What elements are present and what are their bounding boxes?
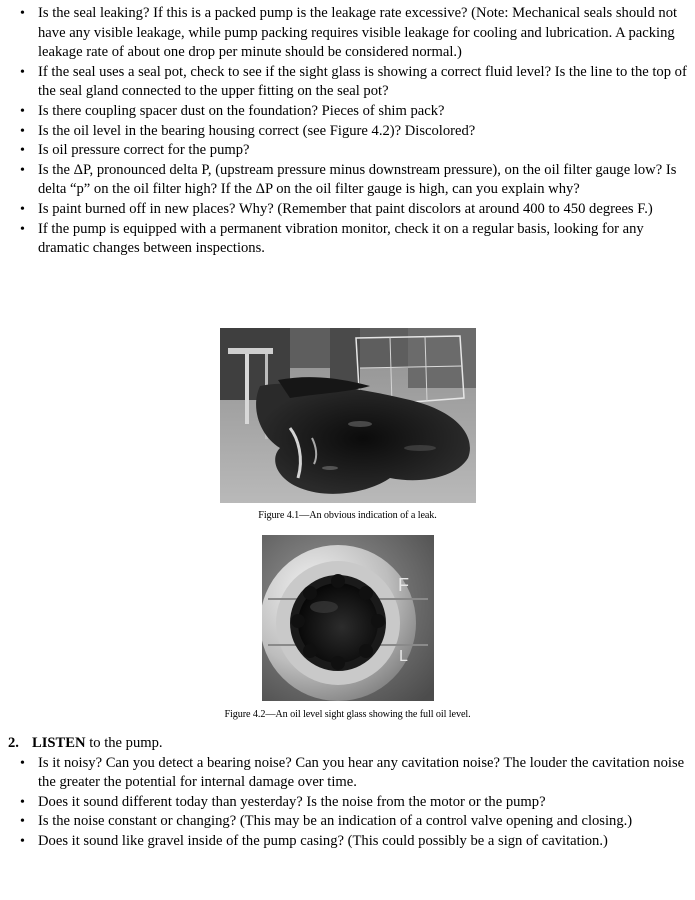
low-mark-label: L — [399, 648, 408, 665]
listen-section — [0, 734, 695, 852]
figure-caption: Figure 4.2—An oil level sight glass showing the full oil level. — [224, 709, 471, 720]
list-item: • Is oil pressure correct for the pump? — [0, 141, 695, 161]
list-item: • If the seal uses a seal pot, check to see if the sight glass is showing a correct fluid level? Is the line to the top of the seal gland connected to the upper fitting on the seal pot? — [0, 63, 695, 102]
list-item: • Is there coupling spacer dust on the foundation? Pieces of shim pack? — [0, 102, 695, 122]
section-heading-text: to the pump. — [85, 735, 163, 751]
list-item: • Is paint burned off in new places? Why? (Remember that paint discolors at around 400 to 450 degrees F.) — [0, 200, 695, 220]
list-item: • Is the seal leaking? If this is a packed pump is the leakage rate excessive? (Note: Mechanical seals should not have any visible leakage, while pump packing requires visible leakage for cooling and lubrication. A packing leakage rate of about one drop per minute should be considered normal.) — [0, 4, 695, 63]
list-item: • Is the oil level in the bearing housing correct (see Figure 4.2)? Discolored? — [0, 122, 695, 142]
sight-glass-photo — [262, 535, 434, 701]
section-keyword: LISTEN — [32, 735, 86, 751]
list-item: • If the pump is equipped with a permanent vibration monitor, check it on a regular basis, looking for any dramatic changes between inspections. — [0, 220, 695, 259]
figure-caption: Figure 4.1—An obvious indication of a leak. — [258, 510, 437, 521]
list-item: • Is the ΔP, pronounced delta P, (upstream pressure minus downstream pressure), on the oil filter gauge low? Is delta “p” on the oil filter high? If the ΔP on the oil filter gauge is high, can you explain why? — [0, 161, 695, 200]
full-mark-label: F — [398, 575, 409, 595]
section-heading — [0, 734, 695, 754]
list-item: • Does it sound like gravel inside of the pump casing? (This could possibly be a sign of cavitation.) — [0, 832, 695, 852]
list-item: • Does it sound different today than yesterday? Is the noise from the motor or the pump? — [0, 793, 695, 813]
listen-checklist — [0, 754, 695, 852]
sight-glass-image — [262, 535, 434, 701]
leak-photo — [220, 328, 476, 503]
list-item: • Is the noise constant or changing? (This may be an indication of a control valve opening and closing.) — [0, 812, 695, 832]
leak-photo-image — [220, 328, 476, 503]
section-number: 2. — [8, 735, 19, 751]
list-item: • Is it noisy? Can you detect a bearing noise? Can you hear any cavitation noise? The louder the cavitation noise the greater the potential for internal damage over time. — [0, 754, 695, 793]
inspection-checklist — [0, 4, 695, 259]
